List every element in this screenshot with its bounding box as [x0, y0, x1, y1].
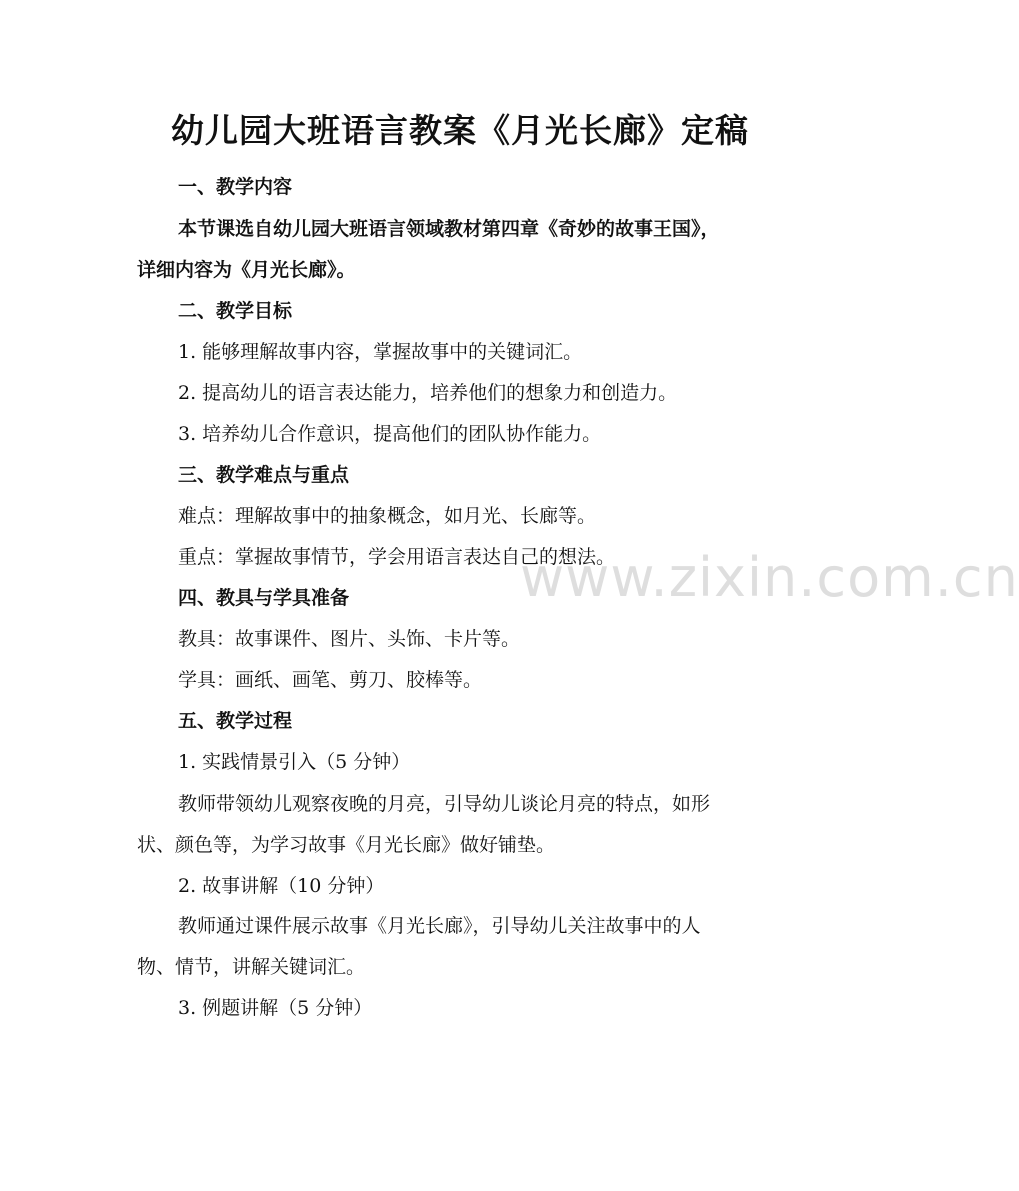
process-step-1-line2: 状、颜色等，为学习故事《月光长廊》做好铺垫。: [137, 834, 556, 856]
goal-item-1: 1. 能够理解故事内容，掌握故事中的关键词汇。: [178, 341, 583, 363]
section-heading-content: 一、教学内容: [178, 176, 293, 198]
process-step-3: 3. 例题讲解（5 分钟）: [178, 997, 373, 1019]
process-step-2: 2. 故事讲解（10 分钟）: [178, 875, 385, 897]
section-heading-process: 五、教学过程: [178, 710, 293, 732]
content-paragraph-line2: 详细内容为《月光长廊》。: [137, 259, 356, 281]
process-step-1-line1: 教师带领幼儿观察夜晚的月亮，引导幼儿谈论月亮的特点，如形: [178, 793, 711, 815]
watermark: www.zixin.com.cn: [520, 546, 1019, 609]
content-paragraph-line1: 本节课选自幼儿园大班语言领域教材第四章《奇妙的故事王国》，: [178, 218, 720, 240]
goal-item-2: 2. 提高幼儿的语言表达能力，培养他们的想象力和创造力。: [178, 382, 678, 404]
process-step-2-line1: 教师通过课件展示故事《月光长廊》，引导幼儿关注故事中的人: [178, 915, 701, 937]
process-step-2-line2: 物、情节，讲解关键词汇。: [137, 956, 366, 978]
student-materials: 学具：画纸、画笔、剪刀、胶棒等。: [178, 669, 483, 691]
goal-item-3: 3. 培养幼儿合作意识，提高他们的团队协作能力。: [178, 423, 602, 445]
section-heading-materials: 四、教具与学具准备: [178, 587, 350, 609]
process-step-1: 1. 实践情景引入（5 分钟）: [178, 751, 411, 773]
difficulty-text: 难点：理解故事中的抽象概念，如月光、长廊等。: [178, 505, 597, 527]
teacher-materials: 教具：故事课件、图片、头饰、卡片等。: [178, 628, 521, 650]
document-title: 幼儿园大班语言教案《月光长廊》定稿: [171, 111, 749, 150]
section-heading-difficulties: 三、教学难点与重点: [178, 464, 350, 486]
key-point-text: 重点：掌握故事情节，学会用语言表达自己的想法。: [178, 546, 616, 568]
section-heading-goals: 二、教学目标: [178, 300, 293, 322]
